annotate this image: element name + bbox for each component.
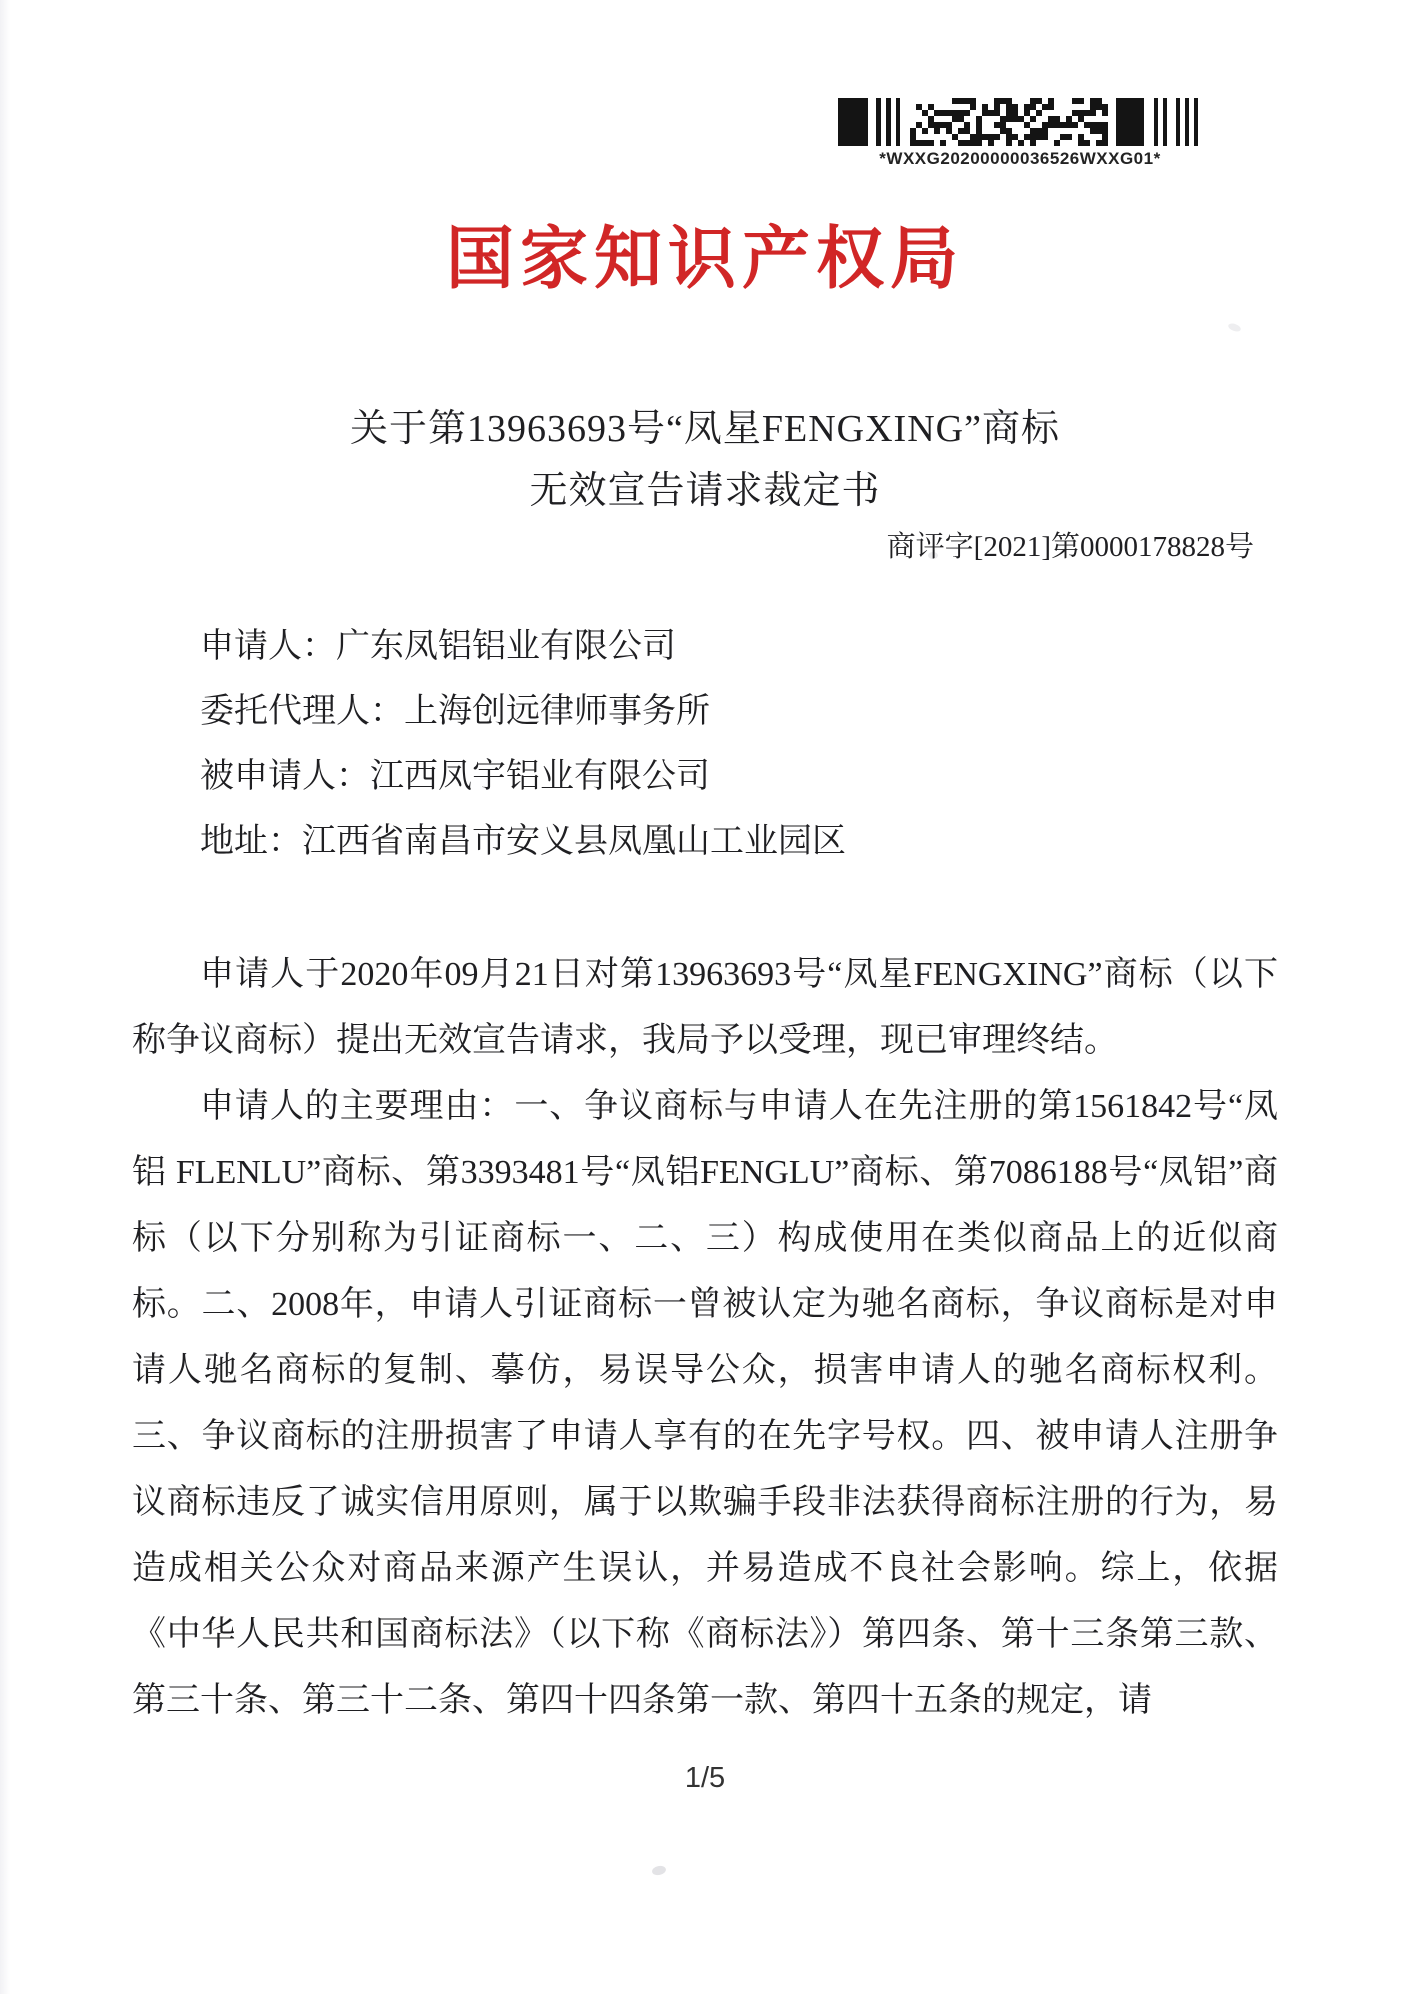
barcode-bars xyxy=(1176,98,1198,146)
barcode-bars xyxy=(876,98,900,146)
scan-speck xyxy=(651,1865,667,1877)
address-line: 地址：江西省南昌市安义县凤凰山工业园区 xyxy=(200,823,846,860)
agency-title: 国家知识产权局 xyxy=(445,221,964,297)
barcode-graphic xyxy=(838,98,1202,146)
paragraph-case-acceptance: 申请人于2020年09月21日对第13963693号“凤星FENGXING”商标（以下称争议商标）提出无效宣告请求，我局予以受理，现已审理终结。 xyxy=(132,956,1278,1059)
applicant-line: 申请人：广东凤铝铝业有限公司 xyxy=(200,628,676,665)
document-title-line2: 无效宣告请求裁定书 xyxy=(529,470,881,512)
reference-number: 商评字[2021]第0000178828号 xyxy=(886,531,1254,563)
respondent-line: 被申请人：江西凤宇铝业有限公司 xyxy=(200,758,710,795)
barcode-start-block xyxy=(838,98,868,146)
barcode-bars xyxy=(1154,98,1167,146)
body-text xyxy=(132,942,1278,1734)
barcode-end-block xyxy=(1116,98,1144,146)
document-title xyxy=(0,398,1410,522)
page-number: 1/5 xyxy=(684,1762,726,1794)
party-info-block xyxy=(200,614,1278,874)
barcode-number: *WXXG20200000036526WXXG01* xyxy=(879,149,1161,168)
document-barcode xyxy=(838,98,1202,169)
scan-speck xyxy=(1227,322,1242,333)
barcode-datamatrix xyxy=(910,98,1108,146)
paragraph-applicant-grounds: 申请人的主要理由：一、争议商标与申请人在先注册的第1561842号“凤铝 FLENLU”商标、第3393481号“凤铝FENGLU”商标、第7086188号“凤铝”商标（以下分别称为引证商标一、二、三）构成使用在类似商品上的近似商标。二、2008年，申请人引证商标一曾被认定为驰名商标，争议商标是对申请人驰名商标的复制、摹仿，易误导公众，损害申请人的驰名商标权利。三、争议商标的注册损害了申请人享有的在先字号权。四、被申请人注册争议商标违反了诚实信用原则，属于以欺骗手段非法获得商标注册的行为，易造成相关公众对商品来源产生误认，并易造成不良社会影响。综上，依据《中华人民共和国商标法》（以下称《商标法》）第四条、第十三条第三款、第三十条、第三十二条、第四十四条第一款、第四十五条的规定，请 xyxy=(132,1088,1278,1719)
agent-line: 委托代理人：上海创远律师事务所 xyxy=(200,693,710,730)
document-title-line1: 关于第13963693号“凤星FENGXING”商标 xyxy=(350,408,1060,450)
